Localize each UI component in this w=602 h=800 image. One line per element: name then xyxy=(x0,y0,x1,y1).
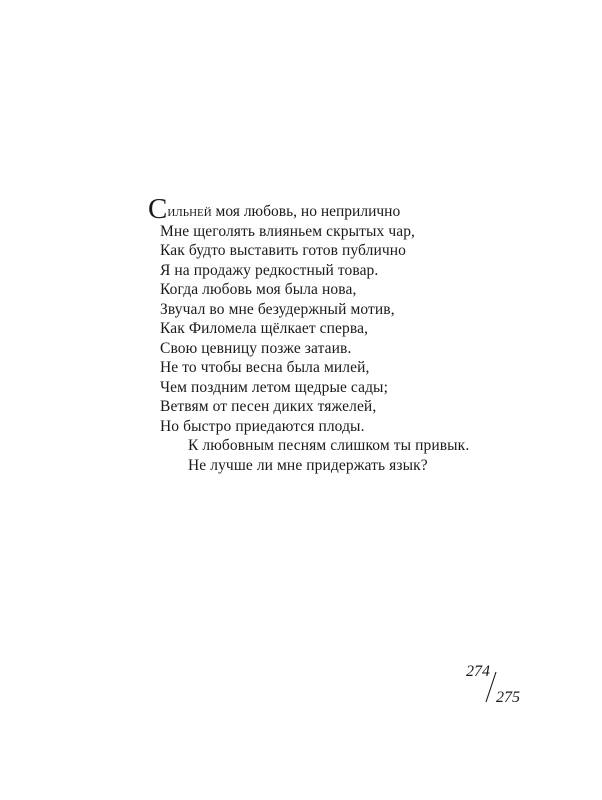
couplet-line: Не лучше ли мне придержать язык? xyxy=(188,456,428,474)
poem-line: Когда любовь моя была нова, xyxy=(160,281,357,298)
couplet-line: К любовным песням слишком ты привык. xyxy=(188,437,470,454)
poem-line: Звучал во мне безудержный мотив, xyxy=(160,300,395,318)
poem-line: Ветвям от песен диких тяжелей, xyxy=(160,398,377,415)
poem-line: Не то чтобы весна была милей, xyxy=(160,359,370,376)
poem-line: Но быстро приедаются плоды. xyxy=(160,417,365,435)
poem-line: Я на продажу редкостный товар. xyxy=(160,261,379,279)
page-number-left: 274 xyxy=(466,663,490,680)
poem-line: Как будто выставить готов публично xyxy=(160,242,406,259)
poem-line: Мне щеголять влияньем скрытых чар, xyxy=(160,222,416,240)
page-numbers xyxy=(466,663,536,713)
poem-first-line xyxy=(148,193,588,225)
poem-line: Свою цевницу позже затаив. xyxy=(160,339,352,357)
first-line-text: моя любовь, но неприлично xyxy=(211,203,401,220)
poem xyxy=(148,193,588,475)
page-number-right: 275 xyxy=(496,689,520,706)
first-word-smallcaps: ильней xyxy=(167,203,212,220)
drop-initial: С xyxy=(148,193,168,225)
poem-line: Чем поздним летом щедрые сады; xyxy=(160,378,388,396)
poem-line: Как Филомела щёлкает сперва, xyxy=(160,320,369,337)
